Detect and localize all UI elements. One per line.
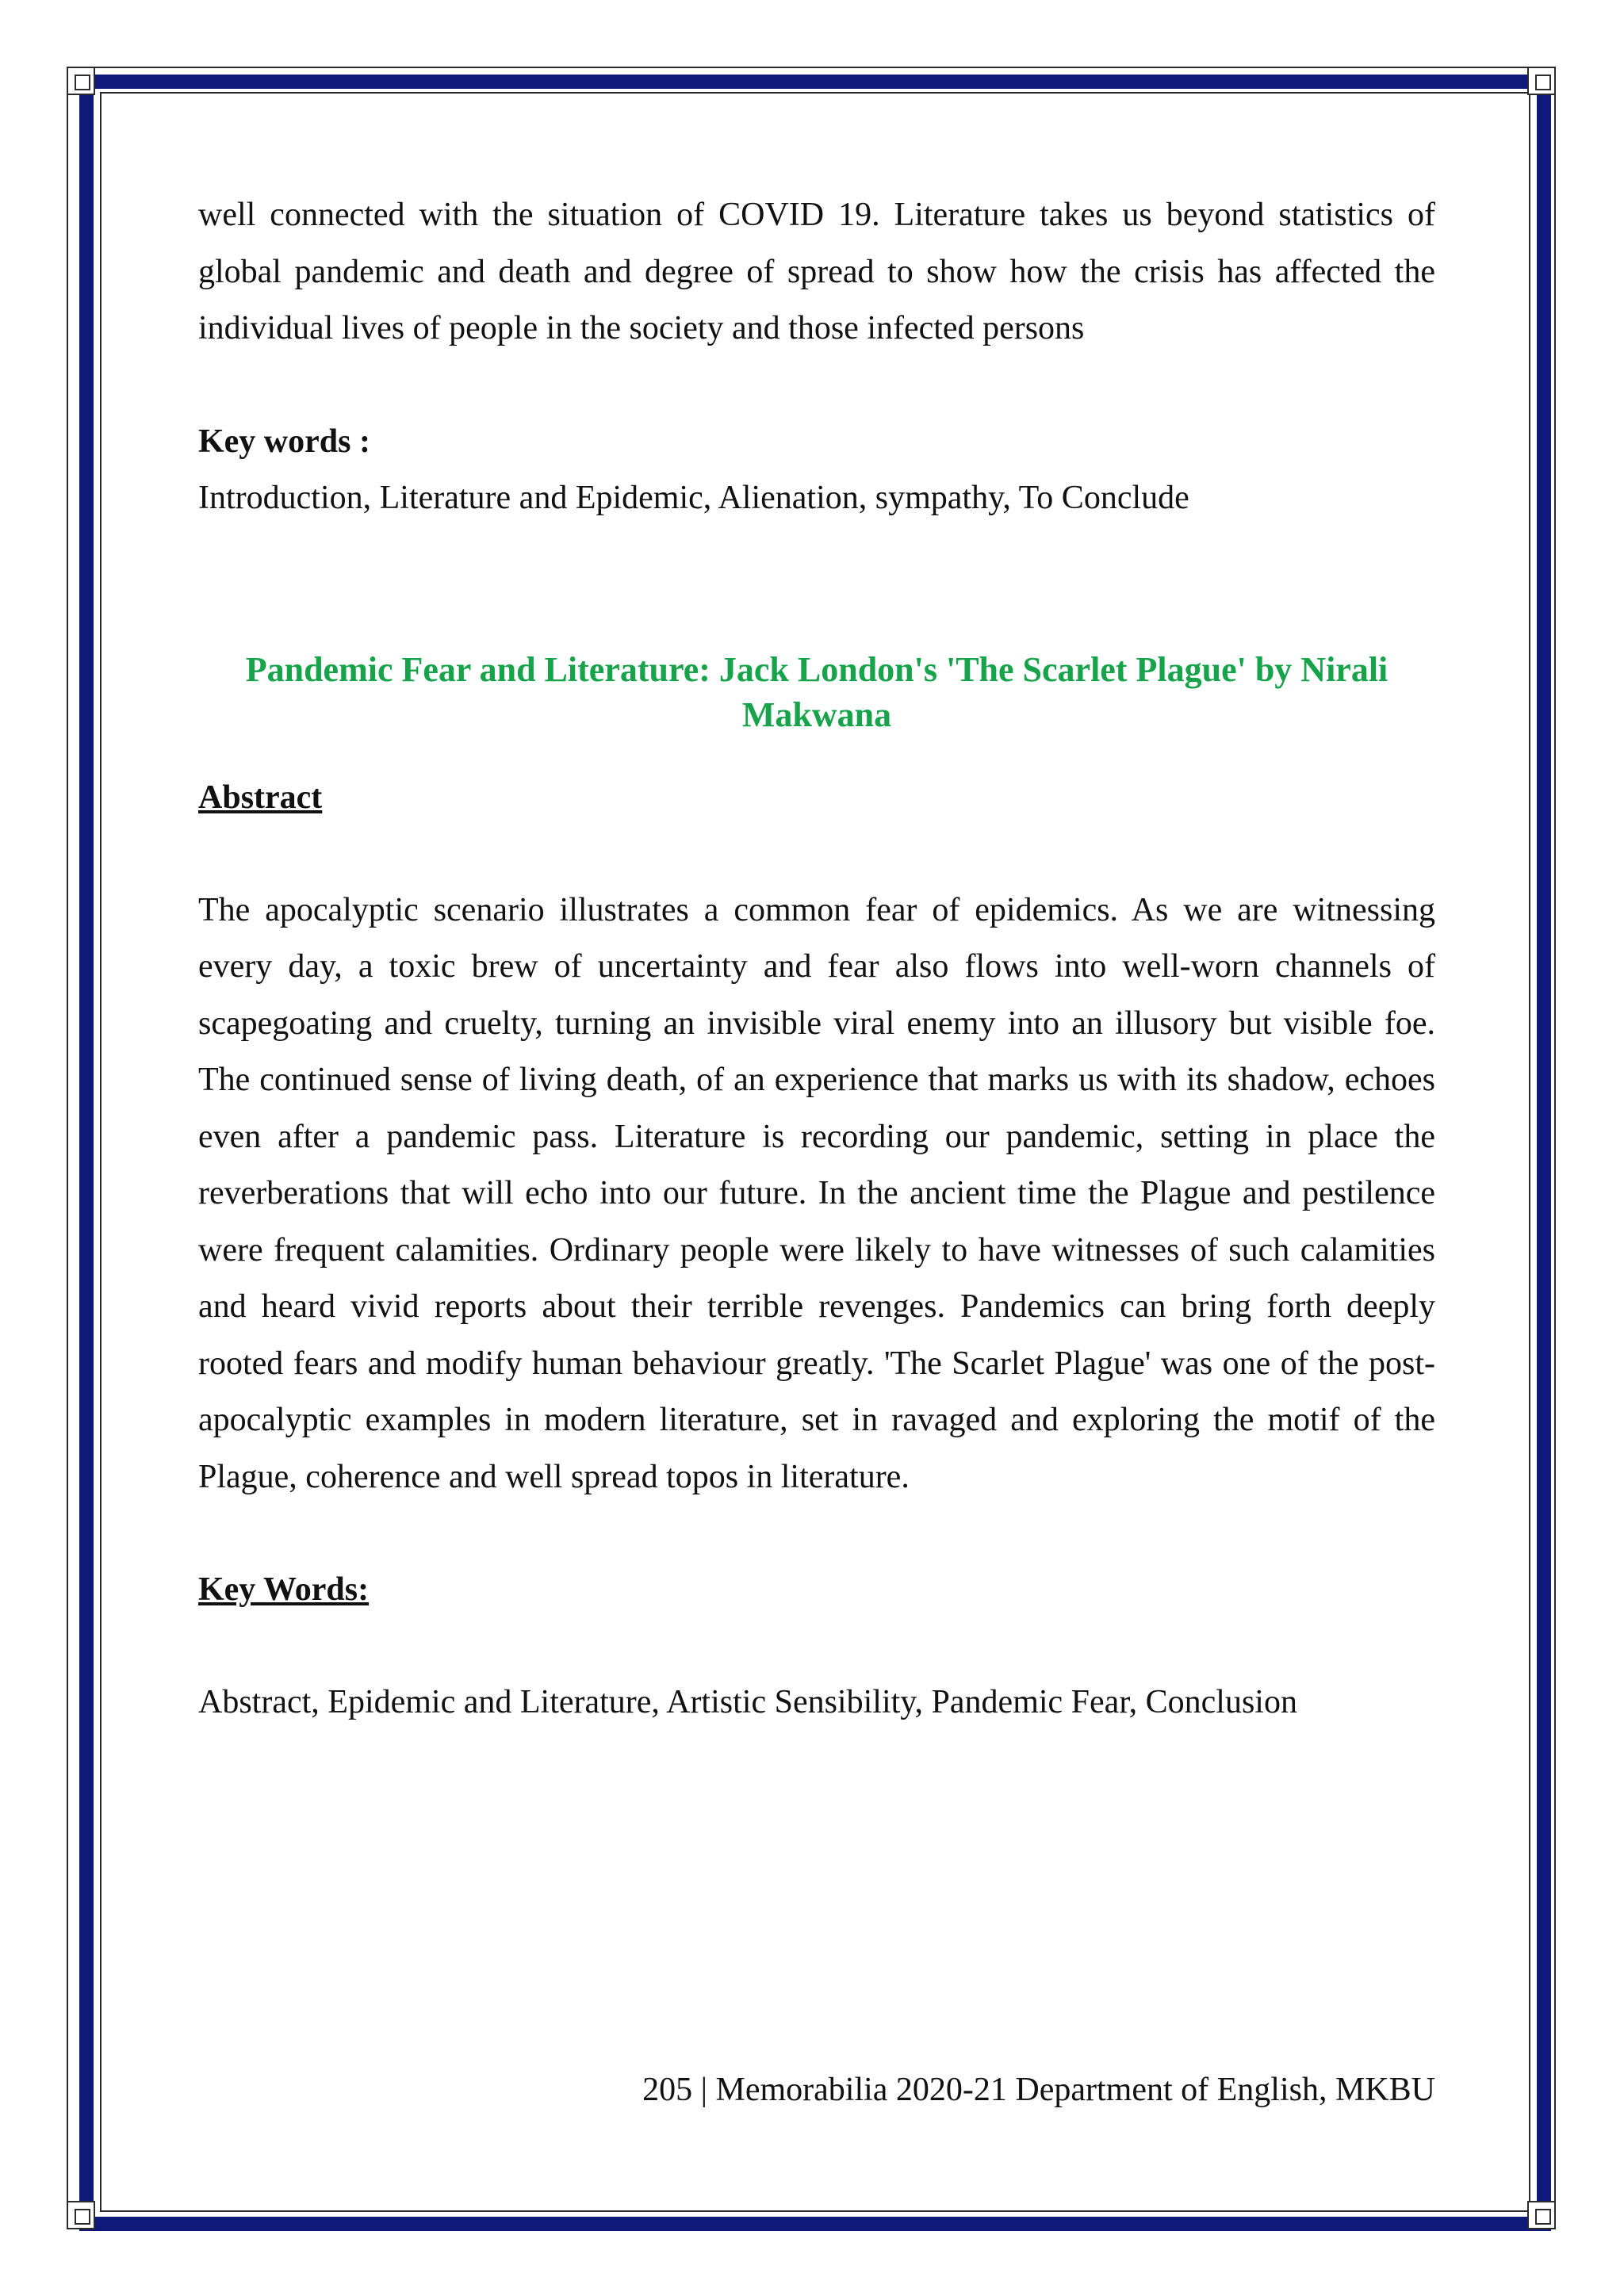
continued-abstract-paragraph: well connected with the situation of COVID 19. Literature takes us beyond statistics of global pandemic and death and degree of spread to show how the crisis has affected the individual lives of people in the society and those infected persons: [198, 197, 1435, 346]
corner-ornament: [1527, 67, 1556, 95]
abstract-heading: Abstract: [198, 779, 323, 816]
corner-ornament: [1527, 2201, 1556, 2229]
abstract-paragraph: The apocalyptic scenario illustrates a common fear of epidemics. As we are witnessing every day, a toxic brew of uncertainty and fear also flows into well-worn channels of scapegoating and cruelty, turning an invisible viral enemy into an illusory but visible foe. The continued sense of living death, of an experience that marks us with its shadow, echoes even after a pandemic pass. Literature is recording our pandemic, setting in place the reverberations that will echo into our future. In the ancient time the Plague and pestilence were frequent calamities. Ordinary people were likely to have witnesses of such calamities and heard vivid reports about their terrible revenges. Pandemics can bring forth deeply rooted fears and modify human behaviour greatly. 'The Scarlet Plague' was one of the post-apocalyptic examples in modern literature, set in ravaged and exploring the motif of the Plague, coherence and well spread topos in literature.: [198, 891, 1435, 1495]
spacer: [198, 1618, 1435, 1674]
corner-ornament: [67, 2201, 95, 2229]
keywords-heading: Key Words:: [198, 1571, 370, 1608]
keywords-label: Key words :: [198, 423, 370, 460]
article-title-line: Pandemic Fear and Literature: Jack London's 'The Scarlet Plague' by Nirali: [245, 649, 1388, 689]
spacer: [198, 826, 1435, 882]
article-title: [198, 647, 1435, 737]
spacer: [198, 737, 1435, 770]
spacer: [198, 358, 1435, 414]
keywords-list: Introduction, Literature and Epidemic, Alienation, sympathy, To Conclude: [198, 479, 1189, 516]
spacer: [198, 1506, 1435, 1562]
article-keywords-list: Abstract, Epidemic and Literature, Artistic Sensibility, Pandemic Fear, Conclusion: [198, 1684, 1297, 1720]
article-title-line: Makwana: [741, 695, 892, 734]
page-content: [198, 187, 1435, 1731]
corner-ornament: [67, 67, 95, 95]
page-footer: 205 | Memorabilia 2020-21 Department of English, MKBU: [642, 2072, 1435, 2108]
spacer: [198, 526, 1435, 647]
